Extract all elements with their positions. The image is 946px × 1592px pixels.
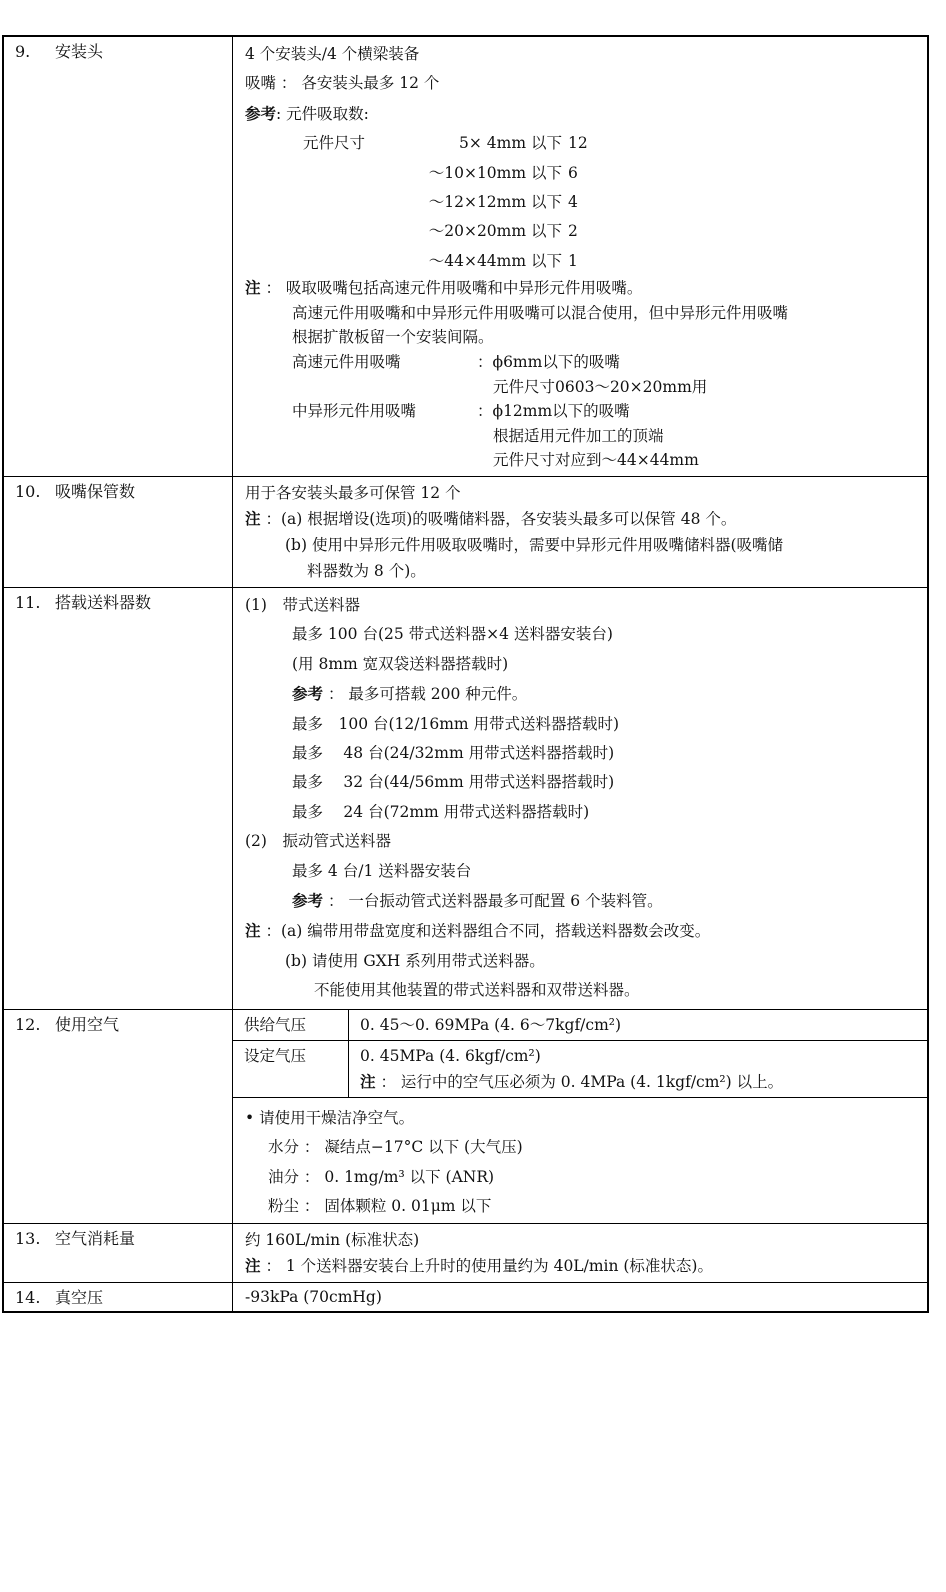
text-line: (1) 带式送料器 (245, 596, 360, 614)
reference-line (245, 679, 927, 709)
row-number: 12. (15, 1014, 41, 1034)
size-cell: ～44×44mm 以下 (428, 251, 562, 270)
row-content (233, 588, 927, 1009)
size-cell: ～20×20mm 以下 (428, 222, 562, 241)
note-text: 高速元件用吸嘴和中异形元件用吸嘴可以混合使用，但中异形元件用吸嘴 (292, 303, 789, 322)
reference-text: : 元件吸取数: (276, 104, 369, 123)
row-content (233, 1283, 927, 1311)
note-text: (b) 使用中异形元件用吸取吸嘴时，需要中异形元件用吸嘴储料器(吸嘴储 (285, 536, 783, 554)
note-text: ： 吸取吸嘴包括高速元件用吸嘴和中异形元件用吸嘴。 (265, 279, 643, 298)
row-number: 13. (15, 1229, 41, 1249)
set-pressure-value: 0. 45MPa (4. 6kgf/cm²) (360, 1046, 541, 1065)
row-label (4, 477, 233, 587)
note-line (245, 1253, 927, 1279)
supply-pressure-label: 供给气压 (233, 1010, 349, 1041)
air-pressure-table (233, 1010, 927, 1098)
pickup-count-table (303, 129, 927, 276)
note-label: 注 (245, 1256, 261, 1276)
spec-row-vacuum (4, 1282, 927, 1311)
note-label: 注 (245, 278, 261, 298)
set-pressure-cell (349, 1041, 927, 1098)
spec-row-feeders (4, 587, 927, 1009)
spec-row-mounting-head (4, 37, 927, 476)
note-text: ：(a) 根据增设(选项)的吸嘴储料器，各安装头最多可以保管 48 个。 (265, 510, 737, 528)
text-line: 最多 24 台(72mm 用带式送料器搭载时) (292, 802, 590, 821)
nozzle-table (292, 350, 927, 473)
reference-label: 参考 (292, 684, 324, 704)
row-label (4, 37, 233, 476)
nozzle-desc: 元件尺寸0603～20×20mm用 (493, 377, 708, 396)
row-content (233, 1224, 927, 1282)
row-content (233, 37, 927, 476)
count-cell: 1 (568, 251, 578, 270)
note-label: 注 (245, 921, 261, 941)
size-cell: ～10×10mm 以下 (428, 163, 562, 182)
row-content (233, 1010, 927, 1224)
size-cell: 5× 4mm 以下 (459, 134, 562, 153)
note-label: 注 (245, 509, 261, 528)
note-text: 根据扩散板留一个安装间隔。 (292, 328, 494, 347)
count-cell: 4 (568, 193, 578, 212)
note-text: 不能使用其他装置的带式送料器和双带送料器。 (314, 981, 640, 1000)
text-line: 最多 100 台(25 带式送料器×4 送料器安装台) (292, 625, 613, 644)
note-line (245, 916, 927, 946)
row-title: 真空压 (55, 1288, 104, 1308)
reference-label: 参考 (292, 891, 324, 911)
text-line: 最多 32 台(44/56mm 用带式送料器搭载时) (292, 773, 615, 792)
text-line: 约 160L/min (标准状态) (245, 1231, 420, 1250)
text-line: -93kPa (70cmHg) (245, 1288, 382, 1307)
row-title: 吸嘴保管数 (55, 482, 136, 501)
row-number: 14. (15, 1288, 41, 1308)
air-quality-note (233, 1098, 927, 1224)
spec-row-air-consumption (4, 1223, 927, 1282)
row-label (4, 588, 233, 1009)
row-content (233, 477, 927, 587)
note-text: ：(a) 编带用带盘宽度和送料器组合不同，搭载送料器数会改变。 (265, 922, 711, 941)
nozzle-type: 中异形元件用吸嘴 (292, 402, 417, 421)
nozzle-desc: 根据适用元件加工的顶端 (493, 426, 664, 445)
row-title: 安装头 (55, 42, 104, 61)
row-label (4, 1010, 233, 1224)
count-cell: 6 (568, 163, 578, 182)
count-cell: 2 (568, 222, 578, 241)
note-text: ： 运行中的空气压必须为 0. 4MPa (4. 1kgf/cm²) 以上。 (375, 1072, 784, 1091)
nozzle-desc: ：ϕ6mm以下的吸嘴 (477, 353, 620, 372)
note-text: 料器数为 8 个)。 (307, 562, 426, 580)
text-line: 最多 48 台(24/32mm 用带式送料器搭载时) (292, 744, 615, 763)
row-title: 空气消耗量 (55, 1229, 136, 1249)
row-number: 11. (15, 593, 41, 612)
reference-line (245, 886, 927, 916)
note-line (360, 1069, 927, 1095)
row-number: 9. (15, 42, 31, 61)
row-label (4, 1283, 233, 1311)
text-line: 吸嘴 ： 各安装头最多 12 个 (245, 74, 440, 93)
text-line: 最多 4 台/1 送料器安装台 (292, 861, 472, 880)
note-text: (b) 请使用 GXH 系列用带式送料器。 (285, 951, 545, 970)
spec-row-nozzle-storage (4, 476, 927, 587)
row-number: 10. (15, 482, 41, 501)
row-label (4, 1224, 233, 1282)
size-cell: ～12×12mm 以下 (428, 193, 562, 212)
nozzle-desc: ：ϕ12mm以下的吸嘴 (477, 402, 630, 421)
text-line: (2) 振动管式送料器 (245, 832, 391, 851)
note-text: ： 1 个送料器安装台上升时的使用量约为 40L/min (标准状态)。 (260, 1257, 713, 1276)
spec-row-air (4, 1009, 927, 1224)
text-line: • 请使用干燥洁净空气。 (245, 1108, 415, 1127)
set-pressure-label: 设定气压 (233, 1041, 349, 1098)
nozzle-type: 高速元件用吸嘴 (292, 353, 401, 372)
text-line: 水分 ： 凝结点−17°C 以下 (大气压) (268, 1138, 523, 1157)
nozzle-desc: 元件尺寸对应到～44×44mm (493, 451, 699, 470)
reference-label: 参考 (245, 103, 277, 123)
note-line (245, 506, 927, 532)
text-line: 用于各安装头最多可保管 12 个 (245, 484, 461, 502)
reference-text: ： 一台振动管式送料器最多可配置 6 个装料管。 (323, 892, 663, 911)
note-line (245, 276, 927, 301)
note-label: 注 (360, 1071, 376, 1091)
size-header: 元件尺寸 (303, 134, 366, 153)
row-title: 搭载送料器数 (55, 593, 152, 612)
text-line: 粉尘 ： 固体颗粒 0. 01μm 以下 (268, 1196, 492, 1215)
reference-text: ： 最多可搭载 200 种元件。 (323, 685, 528, 704)
text-line: 4 个安装头/4 个横梁装备 (245, 45, 420, 63)
text-line: (用 8mm 宽双袋送料器搭载时) (292, 654, 509, 673)
reference-line (245, 99, 927, 129)
supply-pressure-value: 0. 45～0. 69MPa (4. 6～7kgf/cm²) (349, 1010, 927, 1041)
spec-table (2, 35, 929, 1313)
row-title: 使用空气 (55, 1014, 120, 1034)
count-cell: 12 (568, 134, 588, 153)
text-line: 最多 100 台(12/16mm 用带式送料器搭载时) (292, 714, 620, 733)
text-line: 油分 ： 0. 1mg/m³ 以下 (ANR) (268, 1167, 495, 1186)
